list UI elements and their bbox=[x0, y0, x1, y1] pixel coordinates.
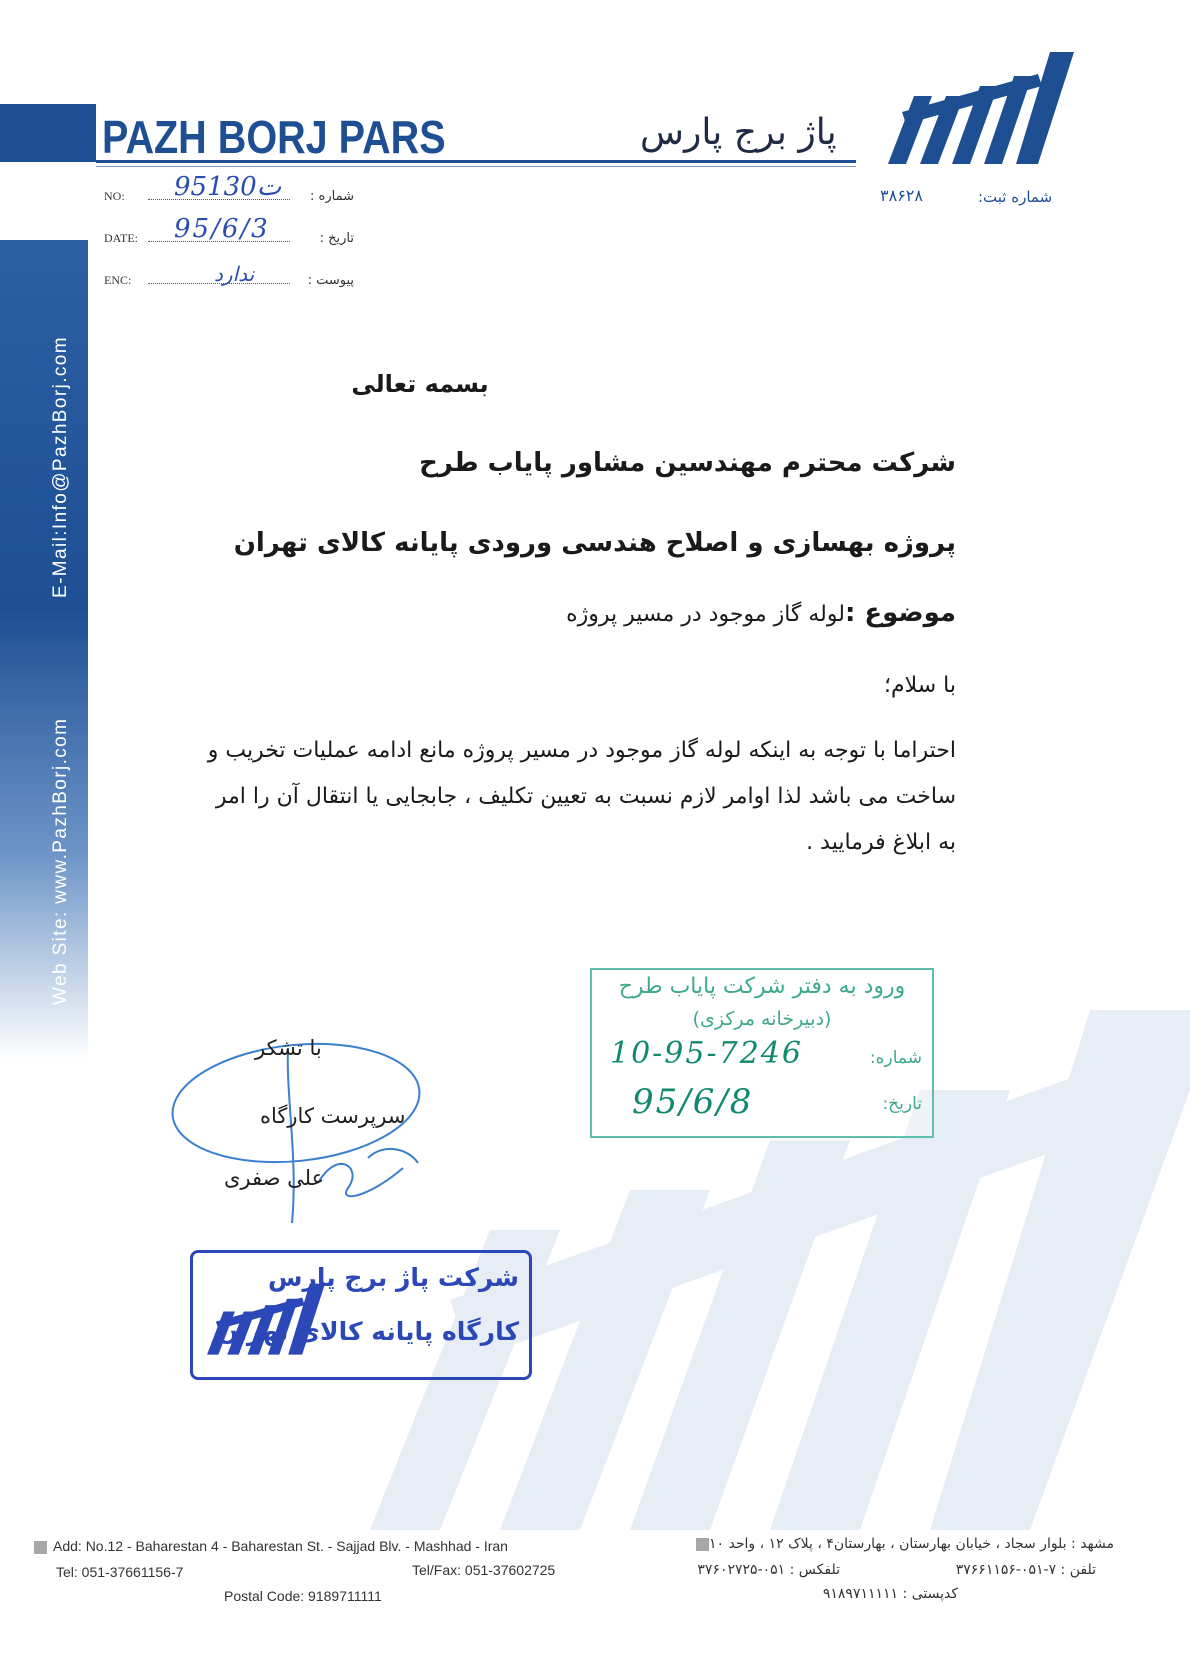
enc-label-fa: پیوست : bbox=[307, 273, 354, 288]
reference-enclosure-value: ندارد bbox=[214, 262, 255, 286]
letter-body: احتراما با توجه به اینکه لوله گاز موجود در مسیر پروژه مانع ادامه عملیات تخریب و ساخت می باشد لذا اوامر لازم نسبت به تعیین تکلیف ، جابجایی یا انتقال آن را امر به ابلاغ فرمایید . bbox=[207, 738, 956, 855]
letter-subject bbox=[566, 598, 956, 628]
received-stamp bbox=[590, 968, 934, 1138]
received-stamp-number-label: شماره: bbox=[869, 1048, 922, 1068]
company-stamp-line2: کارگاه پایانه کالای تهران bbox=[216, 1317, 519, 1346]
footer-tel-en: Tel: 051-37661156-7 bbox=[56, 1564, 184, 1580]
date-label-fa: تاریخ : bbox=[319, 231, 354, 246]
date-label-en: DATE: bbox=[104, 231, 138, 245]
signature-role: سرپرست کارگاه bbox=[260, 1104, 406, 1128]
footer-tel-fa: تلفن : ۷-۰۵۱-۳۷۶۶۱۱۵۶ bbox=[955, 1562, 1096, 1578]
footer-bullet-icon bbox=[696, 1538, 709, 1551]
signature-closing: با تشکر bbox=[255, 1036, 322, 1060]
received-stamp-subtitle: (دبیرخانه مرکزی) bbox=[692, 1008, 832, 1030]
reference-date-field bbox=[104, 214, 354, 248]
sidebar-website: Web Site: www.PazhBorj.com bbox=[50, 717, 71, 1005]
footer-postal-fa: کدپستی : ۹۱۸۹۷۱۱۱۱۱ bbox=[822, 1586, 958, 1602]
footer-bullet-icon bbox=[34, 1541, 47, 1554]
footer-address-en: Add: No.12 - Baharestan 4 - Baharestan St. - Sajjad Blv. - Mashhad - Iran bbox=[34, 1538, 508, 1554]
header-divider-thin bbox=[96, 166, 856, 167]
brand-name-persian: پاژ برج پارس bbox=[640, 112, 837, 153]
registration-label: شماره ثبت: bbox=[978, 188, 1053, 206]
letter-greeting: با سلام؛ bbox=[884, 673, 956, 698]
company-stamp bbox=[190, 1250, 532, 1380]
reference-enclosure-field bbox=[104, 260, 354, 290]
sidebar-band bbox=[0, 240, 88, 1060]
reference-number-value: 95ت130 bbox=[174, 172, 282, 202]
received-stamp-date-label: تاریخ: bbox=[882, 1094, 922, 1114]
received-stamp-title: ورود به دفتر شرکت پایاب طرح bbox=[618, 974, 906, 999]
reference-number-field bbox=[104, 172, 354, 206]
received-stamp-number-value: 10-95-7246 bbox=[610, 1036, 803, 1071]
company-logo-icon bbox=[888, 52, 1074, 170]
received-stamp-date-value: 95/6/8 bbox=[632, 1082, 754, 1122]
letter-project: پروژه بهسازی و اصلاح هندسی ورودی پایانه کالای تهران bbox=[233, 528, 956, 558]
footer-postal-en: Postal Code: 9189711111 bbox=[224, 1588, 382, 1604]
subject-text: لوله گاز موجود در مسیر پروژه bbox=[566, 602, 845, 627]
no-label-en: NO: bbox=[104, 189, 125, 203]
footer-telfax-en: Tel/Fax: 051-37602725 bbox=[412, 1562, 556, 1578]
signature-name: علی صفری bbox=[224, 1166, 325, 1190]
no-label-fa: شماره : bbox=[310, 189, 354, 204]
footer-address-fa: مشهد : بلوار سجاد ، خیابان بهارستان ، بهارستان۴ ، پلاک ۱۲ ، واحد ۱۰ bbox=[690, 1536, 1114, 1552]
brand-name-english: PAZH BORJ PARS bbox=[102, 111, 446, 163]
registration-number: ۳۸۶۲۸ bbox=[880, 186, 923, 205]
reference-date-value: 95/6/3 bbox=[174, 214, 270, 244]
letter-basmala: بسمه تعالی bbox=[351, 370, 489, 398]
footer-fax-fa: تلفکس : ۰۵۱-۳۷۶۰۲۷۲۵ bbox=[697, 1562, 840, 1578]
enc-label-en: ENC: bbox=[104, 273, 132, 287]
header-accent-bar bbox=[0, 104, 96, 162]
subject-label: موضوع : bbox=[844, 598, 956, 628]
sidebar-email: E-Mail:Info@PazhBorj.com bbox=[50, 336, 71, 598]
company-stamp-line1: شرکت پاژ برج پارس bbox=[267, 1263, 519, 1292]
letter-addressee: شرکت محترم مهندسین مشاور پایاب طرح bbox=[419, 448, 956, 478]
